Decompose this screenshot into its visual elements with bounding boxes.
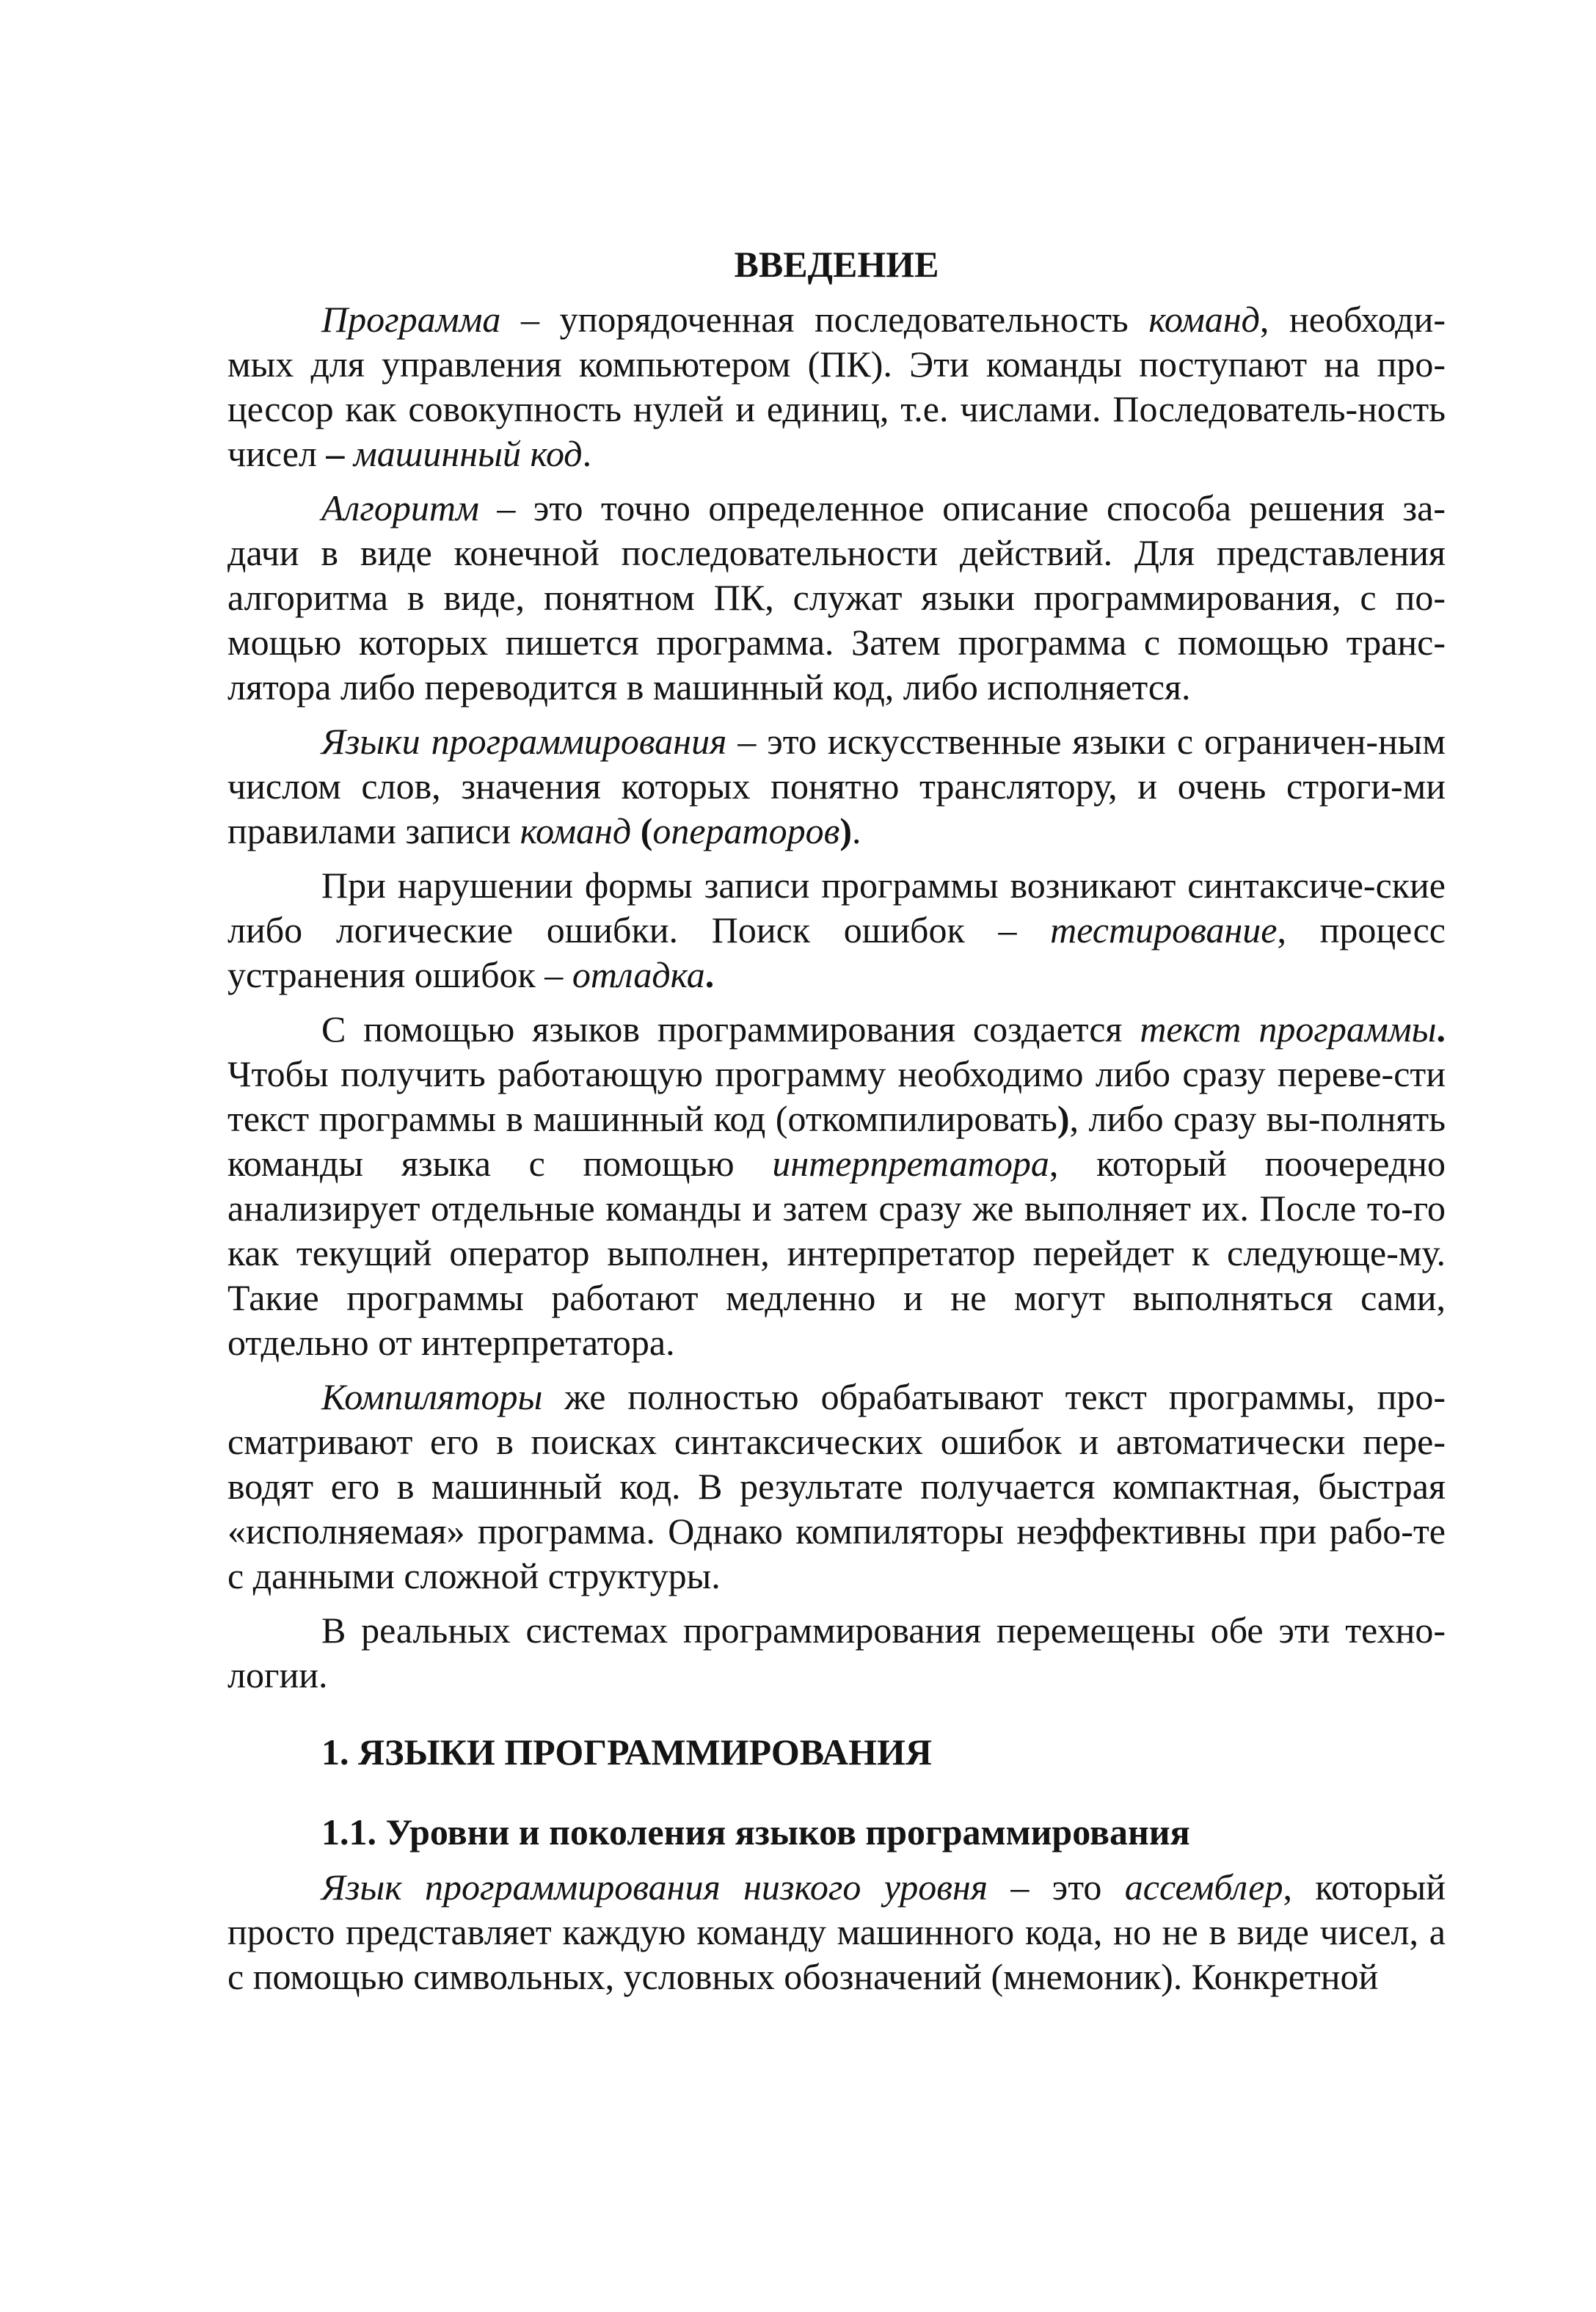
term-program-text: текст программы: [1140, 1008, 1437, 1050]
term-compilers: Компиляторы: [321, 1376, 543, 1417]
text: , который поочередно анализирует отдельные команды и затем сразу же выполняет их. После то-го как текущий оператор выполнен, интерпретатор перейдет к следующе-му. Такие программы работают медленно и не могут выполняться сами, отдельно от интерпретатора.: [227, 1143, 1446, 1363]
term-operators: операторов: [652, 810, 840, 851]
term-commands: команд: [1148, 299, 1260, 340]
page-title: ВВЕДЕНИЕ: [734, 244, 939, 285]
term-machine-code: машинный код: [353, 433, 583, 474]
text: При нарушении формы записи программы возникают синтаксиче-ские либо логические ошибки. Поиск ошибок –: [227, 865, 1446, 950]
term-low-level-language: Язык программирования низкого уровня: [321, 1866, 988, 1908]
text: [344, 433, 354, 474]
paragraph-compilers: [227, 1375, 1446, 1599]
term-programming-languages: Языки программирования: [321, 721, 727, 762]
text: – это искусственные языки с ограничен-ным числом слов, значения которых понятно транслятору, и очень строги-ми правилами записи: [227, 721, 1446, 851]
paragraph-real-systems: [227, 1608, 1446, 1698]
text: С помощью языков программирования создается: [321, 1008, 1140, 1050]
text: , который просто представляет каждую команду машинного кода, но не в виде чисел, а с помощью символьных, условных обозначений (мнемоник). Конкретной: [227, 1866, 1446, 1997]
term-debugging: отладка: [572, 954, 705, 995]
paragraph-low-level-language: [227, 1865, 1446, 1999]
paren-open: (: [640, 810, 653, 851]
paragraph-algorithm-definition: [227, 486, 1446, 710]
term-testing: тестирование: [1050, 909, 1278, 950]
text: В реальных системах программирования перемещены обе эти техно-логии.: [227, 1610, 1446, 1695]
term-commands: команд: [520, 810, 632, 851]
text: .: [582, 433, 592, 474]
term-program: Программа: [321, 299, 501, 340]
paragraph-languages-definition: [227, 719, 1446, 854]
section-heading: 1. ЯЗЫКИ ПРОГРАММИРОВАНИЯ: [321, 1731, 932, 1773]
text: , либо сразу вы-полнять команды языка с помощью: [227, 1098, 1446, 1184]
period: .: [704, 954, 715, 995]
paragraph-errors: [227, 863, 1446, 997]
text: [631, 810, 641, 851]
dash: –: [326, 433, 345, 474]
text: же полностью обрабатывают текст программы, про-сматривают его в поисках синтаксических ошибок и автоматически пере-водят его в машинный код. В результате получается компактная, быстрая «исполняемая» программа. Однако компиляторы неэффективны при рабо-те с данными сложной структуры.: [227, 1376, 1446, 1596]
text: – это точно определенное описание способа решения за-дачи в виде конечной последовательности действий. Для представления алгоритма в виде, понятном ПК, служат языки программирования, с по-мощью которых пишется программа. Затем программа с помощью транс-лятора либо переводится в машинный код, либо исполняется.: [227, 487, 1446, 708]
paren-close: ): [1057, 1098, 1070, 1139]
paren-close: ): [839, 810, 853, 851]
term-assembler: ассемблер: [1124, 1866, 1283, 1908]
text: Чтобы получить работающую программу необходимо либо сразу переве-сти текст программы в машинный код (откомпилировать: [227, 1053, 1446, 1139]
text: – это: [988, 1866, 1125, 1908]
term-algorithm: Алгоритм: [321, 487, 479, 528]
paragraph-program-text: [227, 1007, 1446, 1365]
text: – упорядоченная последовательность: [500, 299, 1149, 340]
period: .: [1436, 1008, 1446, 1050]
document-page: [227, 242, 1446, 2009]
text: , процесс устранения ошибок –: [227, 909, 1446, 995]
subsection-heading: 1.1. Уровни и поколения языков программирования: [321, 1811, 1190, 1853]
term-interpreter: интерпретатора: [772, 1143, 1049, 1184]
text: , необходи-мых для управления компьютером (ПК). Эти команды поступают на про-цессор как совокупность нулей и единиц, т.е. числами. Последователь-ность чисел: [227, 299, 1446, 474]
paragraph-program-definition: [227, 297, 1446, 476]
text: .: [852, 810, 861, 851]
